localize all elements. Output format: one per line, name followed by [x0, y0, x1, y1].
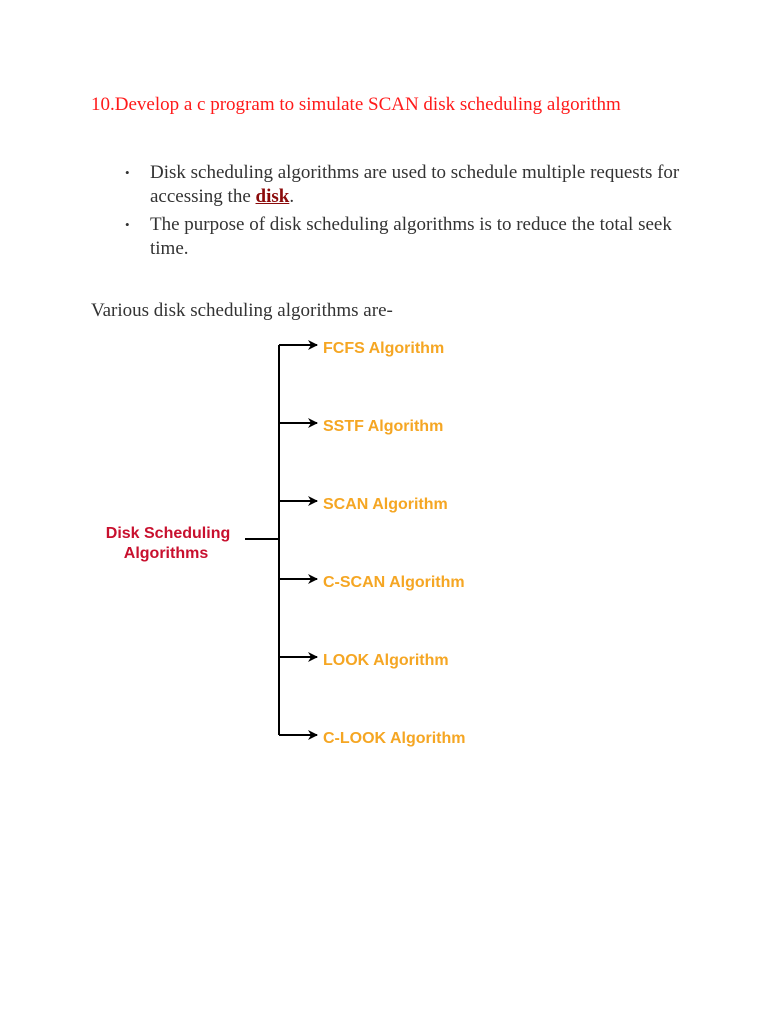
branch-5 [279, 730, 466, 747]
algorithm-label-c-scan: C-SCAN Algorithm [323, 574, 465, 591]
page-title: 10.Develop a c program to simulate SCAN disk scheduling algorithm [91, 94, 621, 115]
algorithm-label-fcfs: FCFS Algorithm [323, 340, 445, 357]
bullet-text: Disk scheduling algorithms are used to schedule multiple requests for accessing the [150, 162, 680, 207]
intro-text: Various disk scheduling algorithms are- [91, 300, 393, 321]
branch-4 [279, 652, 449, 669]
branch-2 [279, 496, 448, 513]
algorithm-label-scan: SCAN Algorithm [323, 496, 448, 513]
root-label-line-2: Algorithms [123, 545, 209, 562]
branch-0 [279, 340, 444, 357]
disk-link[interactable]: disk [255, 186, 290, 207]
bullet-icon: • [125, 217, 130, 232]
branch-1 [279, 418, 443, 435]
algorithm-label-look: LOOK Algorithm [323, 652, 449, 669]
root-label-line-1: Disk Scheduling [105, 525, 231, 542]
bullet-text: The purpose of disk scheduling algorithms is to reduce the total seek time. [150, 214, 672, 259]
branch-3 [279, 574, 465, 591]
bullet-icon: • [125, 165, 130, 180]
bullet-text-end: . [289, 186, 295, 207]
algorithm-label-sstf: SSTF Algorithm [323, 418, 444, 435]
algorithm-label-c-look: C-LOOK Algorithm [323, 730, 466, 747]
